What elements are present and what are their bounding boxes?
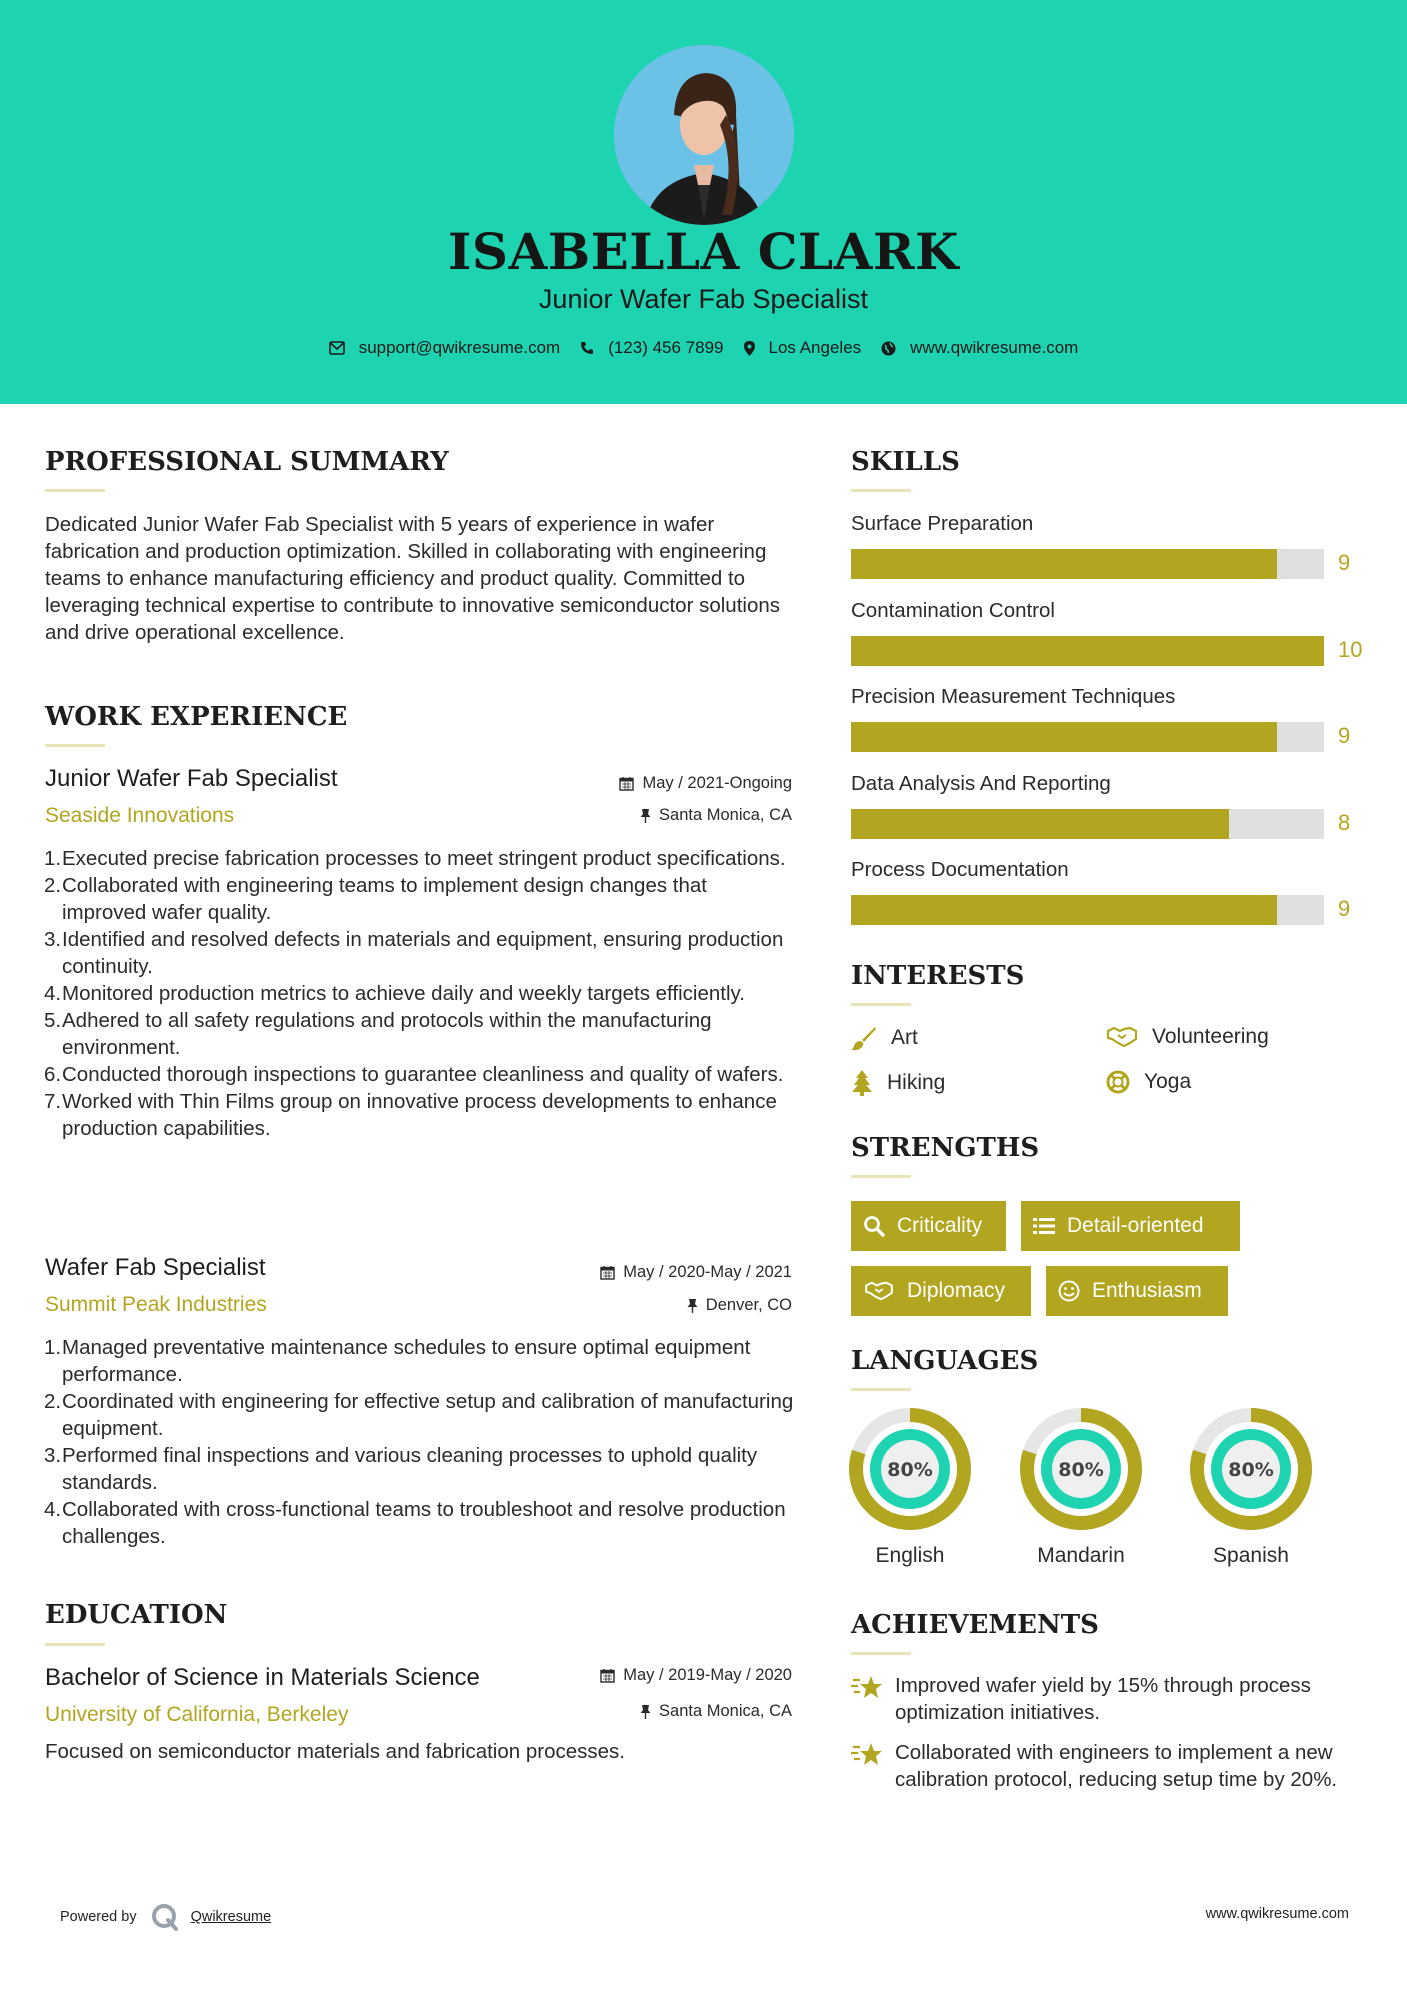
tree-icon (851, 1070, 873, 1096)
skills-heading: SKILLS (851, 447, 960, 477)
contact-location (744, 338, 862, 358)
skill-label: Data Analysis And Reporting (851, 771, 1111, 795)
strength-chip-criticality: Criticality (851, 1201, 1006, 1251)
skill-bar-track (851, 809, 1324, 839)
skill-level-value: 9 (1338, 550, 1351, 575)
star-badge-icon (851, 1674, 883, 1702)
skill-bar-fill (851, 809, 1229, 839)
summary-text: Dedicated Junior Wafer Fab Specialist with 5 years of experience in wafer fabrication and production optimization. Skilled in collaborating with engineering teams to enhance manufacturing efficiency and product quality. Committed to leveraging technical expertise to contribute to innovative semiconductor solutions and drive operational excellence. (45, 513, 780, 644)
skill-bar-track (851, 636, 1324, 666)
contact-bar (0, 338, 1407, 358)
list-item: 4. Collaborated with cross-functional teams to troubleshoot and resolve production challenges. (44, 1498, 786, 1548)
language-percent: 80% (1058, 1459, 1104, 1481)
contact-phone[interactable] (580, 338, 723, 358)
education-dates (500, 1666, 792, 1685)
star-badge-icon (851, 1741, 883, 1769)
experience-rule (45, 744, 105, 747)
job-title: Wafer Fab Specialist (45, 1254, 266, 1281)
search-icon (863, 1215, 885, 1237)
strengths-heading: STRENGTHS (851, 1133, 1040, 1163)
job-location-text: Denver, CO (705, 1296, 792, 1314)
list-item: 1. Executed precise fabrication processes to meet stringent product specifications. (44, 847, 786, 870)
summary-heading: PROFESSIONAL SUMMARY (45, 447, 449, 477)
calendar-icon (600, 1668, 615, 1683)
envelope-icon (329, 341, 345, 355)
job-company: Seaside Innovations (45, 804, 235, 827)
pushpin-icon (640, 808, 651, 823)
list-item: 7. Worked with Thin Films group on innovative process developments to enhance production capabilities. (44, 1090, 777, 1140)
list-item: 3. Identified and resolved defects in materials and equipment, ensuring production continuity. (44, 928, 784, 978)
pushpin-icon (687, 1298, 698, 1313)
list-item: 5. Adhered to all safety regulations and protocols within the manufacturing environment. (44, 1009, 712, 1059)
candidate-title: Junior Wafer Fab Specialist (538, 284, 869, 314)
list-item: 6. Conducted thorough inspections to guarantee cleanliness and quality of wafers. (44, 1063, 784, 1086)
strength-chip-detail-oriented: Detail-oriented (1021, 1201, 1240, 1251)
interest-hiking: Hiking (851, 1070, 945, 1096)
skill-level-value: 8 (1338, 809, 1351, 835)
email-text: support@qwikresume.com (358, 338, 561, 357)
job-bullets (44, 1334, 796, 1550)
skill-label: Precision Measurement Techniques (851, 685, 1176, 708)
school-name: University of California, Berkeley (45, 1703, 349, 1726)
strength-chip-diplomacy: Diplomacy (851, 1266, 1031, 1316)
education-location (500, 1702, 792, 1721)
education-description: Focused on semiconductor materials and fabrication processes. (45, 1740, 625, 1763)
handshake-icon (1106, 1025, 1138, 1049)
skill-bar-track (851, 722, 1324, 752)
skill-bar-fill (851, 722, 1277, 752)
contact-website[interactable] (881, 338, 1078, 358)
experience-heading: WORK EXPERIENCE (45, 702, 348, 732)
list-item: 3. Performed final inspections and various cleaning processes to uphold quality standards. (44, 1444, 758, 1494)
language-ring (1020, 1408, 1142, 1530)
globe-icon (881, 341, 896, 356)
interest-yoga: Yoga (1106, 1070, 1191, 1094)
website-text: www.qwikresume.com (910, 338, 1079, 357)
interests-rule (851, 1003, 911, 1006)
job-title: Junior Wafer Fab Specialist (45, 765, 338, 792)
education-heading: EDUCATION (45, 1600, 228, 1630)
job-bullets (44, 845, 796, 1142)
list-item: 4. Monitored production metrics to achieve daily and weekly targets efficiently. (44, 982, 745, 1005)
job-location (500, 806, 792, 825)
education-rule (45, 1643, 105, 1646)
job-dates (500, 1263, 792, 1282)
language-ring (1190, 1408, 1312, 1530)
job-company: Summit Peak Industries (45, 1293, 267, 1316)
candidate-name: ISABELLA CLARK (448, 222, 959, 281)
job-location (500, 1296, 792, 1315)
location-text: Los Angeles (768, 338, 862, 357)
list-item: 2. Collaborated with engineering teams to implement design changes that improved wafer quality. (44, 874, 707, 924)
skill-bar-track (851, 895, 1324, 925)
interest-art: Art (851, 1025, 918, 1051)
skill-label: Contamination Control (851, 598, 1055, 622)
footer-brand-link[interactable]: Qwikresume (190, 1909, 272, 1925)
language-percent: 80% (887, 1459, 933, 1481)
language-name: English (875, 1544, 945, 1567)
list-item: 1. Managed preventative maintenance schedules to ensure optimal equipment performance. (44, 1336, 751, 1386)
language-ring (849, 1408, 971, 1530)
map-pin-icon (744, 341, 755, 356)
calendar-icon (600, 1265, 615, 1280)
phone-text: (123) 456 7899 (608, 338, 724, 357)
list-item: 2. Coordinated with engineering for effective setup and calibration of manufacturing equipment. (44, 1390, 794, 1440)
phone-icon (580, 341, 594, 355)
achievements-rule (851, 1652, 911, 1655)
language-name: Mandarin (1037, 1544, 1125, 1567)
degree-title: Bachelor of Science in Materials Science (45, 1664, 480, 1691)
achievement-item: Improved wafer yield by 15% through process optimization initiatives. (851, 1672, 1371, 1726)
avatar (614, 45, 794, 225)
skill-label: Surface Preparation (851, 512, 1034, 535)
languages-rule (851, 1388, 911, 1391)
avatar-portrait-icon (614, 45, 794, 225)
achievements-heading: ACHIEVEMENTS (851, 1610, 1099, 1640)
paintbrush-icon (851, 1025, 877, 1051)
pushpin-icon (640, 1704, 651, 1719)
strengths-rule (851, 1175, 911, 1178)
lifering-icon (1106, 1070, 1130, 1094)
handshake-icon (863, 1280, 895, 1302)
footer-powered-by: Powered by Qwikresume (60, 1903, 271, 1931)
job-dates (500, 774, 792, 793)
smile-icon (1058, 1280, 1080, 1302)
skill-bar-fill (851, 636, 1324, 666)
languages-heading: LANGUAGES (851, 1346, 1039, 1376)
skill-bar-fill (851, 895, 1277, 925)
job-location-text: Santa Monica, CA (659, 806, 792, 824)
education-dates-text: May / 2019-May / 2020 (623, 1666, 792, 1684)
job-dates-text: May / 2020-May / 2021 (623, 1263, 792, 1281)
interests-heading: INTERESTS (851, 961, 1025, 991)
skill-level-value: 9 (1338, 723, 1351, 748)
list-icon (1033, 1217, 1055, 1235)
language-percent: 80% (1228, 1459, 1274, 1481)
interest-volunteering: Volunteering (1106, 1025, 1269, 1049)
footer-website[interactable]: www.qwikresume.com (1205, 1906, 1349, 1922)
qwikresume-logo-icon (151, 1903, 179, 1931)
education-location-text: Santa Monica, CA (659, 1702, 792, 1720)
strength-chip-enthusiasm: Enthusiasm (1046, 1266, 1228, 1316)
calendar-icon (619, 776, 634, 791)
skill-level-value: 10 (1338, 636, 1363, 662)
language-name: Spanish (1213, 1544, 1289, 1567)
contact-email[interactable] (329, 338, 561, 358)
skills-rule (851, 489, 911, 492)
skill-bar-fill (851, 549, 1277, 579)
header-banner (0, 0, 1407, 404)
achievement-item: Collaborated with engineers to implement a new calibration protocol, reducing setup time by 20%. (851, 1739, 1371, 1793)
summary-rule (45, 489, 105, 492)
skill-level-value: 9 (1338, 896, 1351, 921)
skill-label: Process Documentation (851, 858, 1069, 881)
job-dates-text: May / 2021-Ongoing (642, 774, 792, 792)
skill-bar-track (851, 549, 1324, 579)
